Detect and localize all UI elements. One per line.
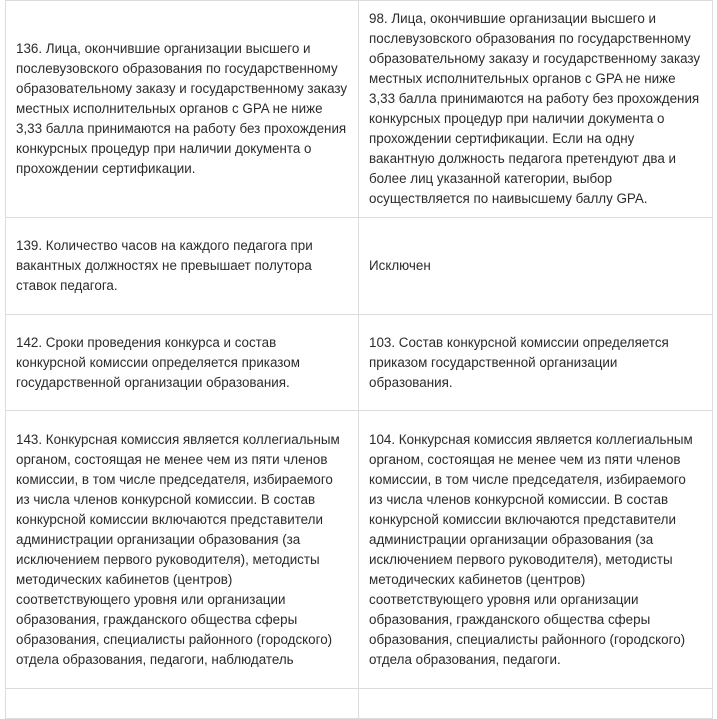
new-text-cell — [359, 315, 713, 411]
old-text: 136. Лица, окончившие организации высшего и послевузовского образования по государственному образовательному заказу и государственному заказу местных исполнительных органов с GPA не ниже 3,33 балла принимаются на работу без прохождения конкурсных процедур при наличии документа о прохождении сертификации. — [16, 41, 348, 176]
new-text: 98. Лица, окончившие организации высшего и послевузовского образования по государственному образовательному заказу и государственному заказу местных исполнительных органов с GPA не ниже 3,33 балла принимаются на работу без прохождения конкурсных процедур при наличии документа о прохождении сертификации. Если на одну вакантную должность педагога претендуют два и более лиц указанной категории, выбор осуществляется по наивысшему баллу GPA. — [369, 11, 701, 206]
table-row — [6, 689, 713, 719]
new-text-cell — [359, 1, 713, 218]
old-text: 139. Количество часов на каждого педагога при вакантных должностях не превышает полутора ставок педагога. — [16, 238, 313, 293]
empty-cell — [6, 689, 359, 719]
new-text-cell — [359, 411, 713, 689]
old-text-cell — [6, 218, 359, 315]
table-row — [6, 315, 713, 411]
new-text: 104. Конкурсная комиссия является коллегиальным органом, состоящая не менее чем из пяти членов комиссии, в том числе председателя, избираемого из числа членов конкурсной комиссии. В состав конкурсной комиссии включаются представители администрации организации образования (за исключением первого руководителя), методисты методических кабинетов (центров) соответствующего уровня или организации образования, гражданского общества сферы образования, специалисты районного (городского) отдела образования, педагоги. — [369, 431, 693, 667]
old-text: 142. Сроки проведения конкурса и состав конкурсной комиссии определяется приказом государственной организации образования. — [16, 334, 300, 390]
table-row — [6, 218, 713, 315]
new-text: 103. Состав конкурсной комиссии определяется приказом государственной организации образования. — [369, 334, 669, 390]
comparison-table — [5, 0, 713, 719]
table-row — [6, 411, 713, 689]
old-text-cell — [6, 1, 359, 218]
new-text-cell — [359, 218, 713, 315]
empty-cell — [359, 689, 713, 719]
old-text-cell — [6, 315, 359, 411]
old-text-cell — [6, 411, 359, 689]
table-row — [6, 1, 713, 218]
old-text: 143. Конкурсная комиссия является коллегиальным органом, состоящая не менее чем из пяти членов комиссии, в том числе председателя, избираемого из числа членов конкурсной комиссии. В состав конкурсной комиссии включаются представители администрации организации образования (за исключением первого руководителя), методисты методических кабинетов (центров) соответствующего уровня или организации образования, гражданского общества сферы образования, специалисты районного (городского) отдела образования, педагоги, наблюдатель — [16, 431, 340, 667]
new-text: Исключен — [369, 258, 431, 273]
